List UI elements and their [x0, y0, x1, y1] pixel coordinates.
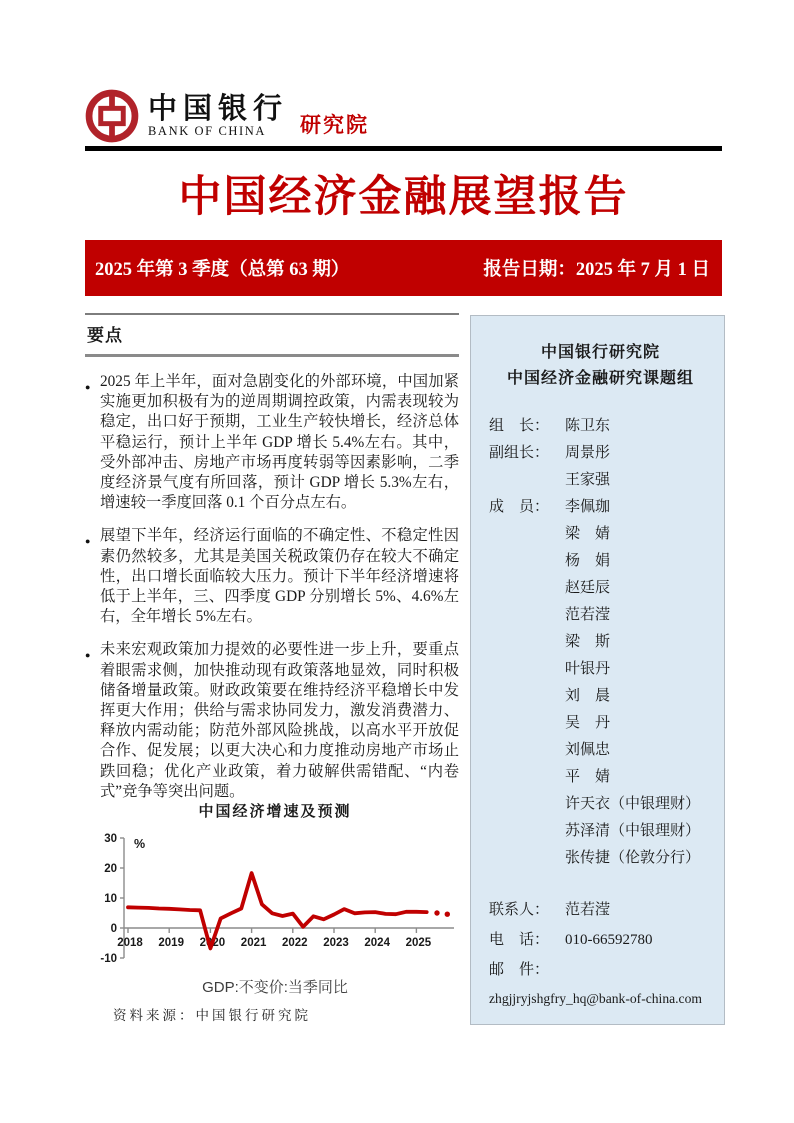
- research-institute-label: 研究院: [300, 113, 370, 137]
- contact-value: 010-66592780: [565, 932, 653, 948]
- team-member-name: 刘佩忠: [565, 742, 611, 758]
- svg-text:2025: 2025: [405, 937, 432, 949]
- team-row: [489, 630, 712, 657]
- team-row: [489, 576, 712, 603]
- contact-row: [489, 898, 712, 928]
- svg-text:0: 0: [110, 923, 117, 935]
- svg-text:2020: 2020: [199, 937, 226, 949]
- keypoint-text: 展望下半年，经济运行面临的不确定性、不稳定性因素仍然较多，尤其是美国关税政策仍存在较大不确定性，出口增长面临较大压力。预计下半年经济增速将低于上半年，三、四季度 GDP 分别增长 5%、4.6%左右，全年增长 5%左右。: [100, 527, 459, 626]
- header-divider: [85, 146, 722, 151]
- gdp-chart-figure: [88, 800, 462, 997]
- team-row: [489, 495, 712, 522]
- team-member-name: 刘 晨: [565, 688, 611, 704]
- team-row: [489, 738, 712, 765]
- keypoint-item: [85, 640, 459, 802]
- team-row: [489, 522, 712, 549]
- source-note: 资料来源：中国银行研究院: [113, 1008, 311, 1023]
- svg-text:2019: 2019: [158, 937, 184, 949]
- team-panel-title: [489, 340, 712, 392]
- contact-label: 联系人：: [489, 902, 550, 918]
- team-row: [489, 603, 712, 630]
- boc-logo-icon: [85, 89, 139, 143]
- keypoint-text: 未来宏观政策加力提效的必要性进一步上升，要重点着眼需求侧，加快推动现有政策落地显效，同时积极储备增量政策。财政政策要在维持经济平稳增长中发挥更大作用；供给与需求协同发力，激发消费潜力、释放内需动能；防范外部风险挑战，以高水平开放促合作、促发展；以更大决心和力度推动房地产市场止跌回稳；优化产业政策，着力破解供需错配、“内卷式”竞争等突出问题。: [100, 641, 459, 800]
- svg-text:2024: 2024: [364, 937, 390, 949]
- svg-text:30: 30: [104, 833, 117, 845]
- contact-row: [489, 928, 712, 958]
- team-member-name: 叶银丹: [565, 661, 611, 677]
- team-member-name: 梁 婧: [565, 526, 611, 542]
- bullet-icon: ●: [85, 382, 91, 392]
- keypoints-heading: 要点: [85, 313, 459, 357]
- team-member-name: 苏泽清（中银理财）: [565, 823, 701, 839]
- svg-text:10: 10: [104, 893, 117, 905]
- keypoints-list: [85, 372, 459, 802]
- contact-email: zhgjjryjshgfry_hq@bank-of-china.com: [489, 991, 702, 1006]
- issue-number: 2025 年第 3 季度（总第 63 期）: [95, 260, 350, 280]
- keypoints-section: [85, 313, 459, 815]
- team-member-list: [489, 414, 712, 873]
- keypoint-item: [85, 526, 459, 627]
- team-member-name: 许天衣（中银理财）: [565, 796, 701, 812]
- svg-text:2022: 2022: [282, 937, 308, 949]
- report-date: 报告日期：2025 年 7 月 1 日: [483, 260, 710, 280]
- research-team-panel: [470, 315, 725, 1025]
- bank-name-chinese: 中国银行: [148, 93, 289, 125]
- team-row: [489, 468, 712, 495]
- issue-banner: [85, 240, 722, 296]
- svg-text:2018: 2018: [117, 937, 143, 949]
- team-role-label: 组 长：: [489, 418, 550, 434]
- team-member-name: 王家强: [565, 472, 611, 488]
- contact-value: 范若滢: [565, 902, 611, 918]
- team-member-name: 李佩珈: [565, 499, 611, 515]
- team-member-name: 平 婧: [565, 769, 611, 785]
- team-row: [489, 441, 712, 468]
- team-row: [489, 792, 712, 819]
- chart-legend: GDP:不变价:当季同比: [202, 979, 348, 996]
- contact-row: [489, 958, 712, 988]
- team-row: [489, 819, 712, 846]
- svg-text:%: %: [134, 837, 146, 851]
- contact-label: 电 话：: [489, 932, 550, 948]
- team-row: [489, 765, 712, 792]
- team-role-label: 副组长：: [489, 445, 550, 461]
- team-member-name: 杨 娟: [565, 553, 611, 569]
- svg-text:2023: 2023: [323, 937, 349, 949]
- contact-label: 邮 件：: [489, 962, 550, 978]
- team-member-name: 范若滢: [565, 607, 611, 623]
- team-member-name: 赵廷辰: [565, 580, 611, 596]
- svg-text:2021: 2021: [240, 937, 267, 949]
- team-row: [489, 549, 712, 576]
- team-row: [489, 711, 712, 738]
- team-panel-title-line1: 中国银行研究院: [540, 344, 660, 361]
- contact-list: [489, 898, 712, 988]
- bullet-icon: ●: [85, 650, 91, 661]
- team-role-label: 成 员：: [489, 499, 550, 515]
- chart-title: 中国经济增速及预测: [198, 804, 352, 820]
- team-row: [489, 846, 712, 873]
- report-title: 中国经济金融展望报告: [178, 174, 629, 221]
- svg-text:-10: -10: [100, 953, 117, 965]
- team-member-name: 张传捷（伦敦分行）: [565, 850, 701, 866]
- bank-name-english: BANK OF CHINA: [148, 124, 267, 138]
- team-row: [489, 684, 712, 711]
- svg-text:20: 20: [104, 863, 117, 875]
- gdp-line-chart: [88, 826, 462, 976]
- bank-logotype: [148, 94, 288, 138]
- team-member-name: 吴 丹: [565, 715, 611, 731]
- keypoint-item: [85, 372, 459, 513]
- team-row: [489, 414, 712, 441]
- team-member-name: 陈卫东: [565, 418, 611, 434]
- team-member-name: 梁 斯: [565, 634, 611, 650]
- team-panel-title-line2: 中国经济金融研究课题组: [506, 370, 694, 387]
- keypoint-text: 2025 年上半年，面对急剧变化的外部环境，中国加紧实施更加积极有为的逆周期调控政策，内需表现较为稳定，出口好于预期，工业生产较快增长，经济总体平稳运行，预计上半年 GDP 增长 5.4%左右。其中，受外部冲击、房地产市场再度转弱等因素影响，二季度经济景气度有所回落，预计 GDP 增长 5.3%左右，增速较一季度回落 0.1 个百分点左右。: [100, 373, 459, 512]
- team-member-name: 周景彤: [565, 445, 611, 461]
- team-row: [489, 657, 712, 684]
- bullet-icon: ●: [85, 536, 91, 547]
- header: [85, 86, 722, 146]
